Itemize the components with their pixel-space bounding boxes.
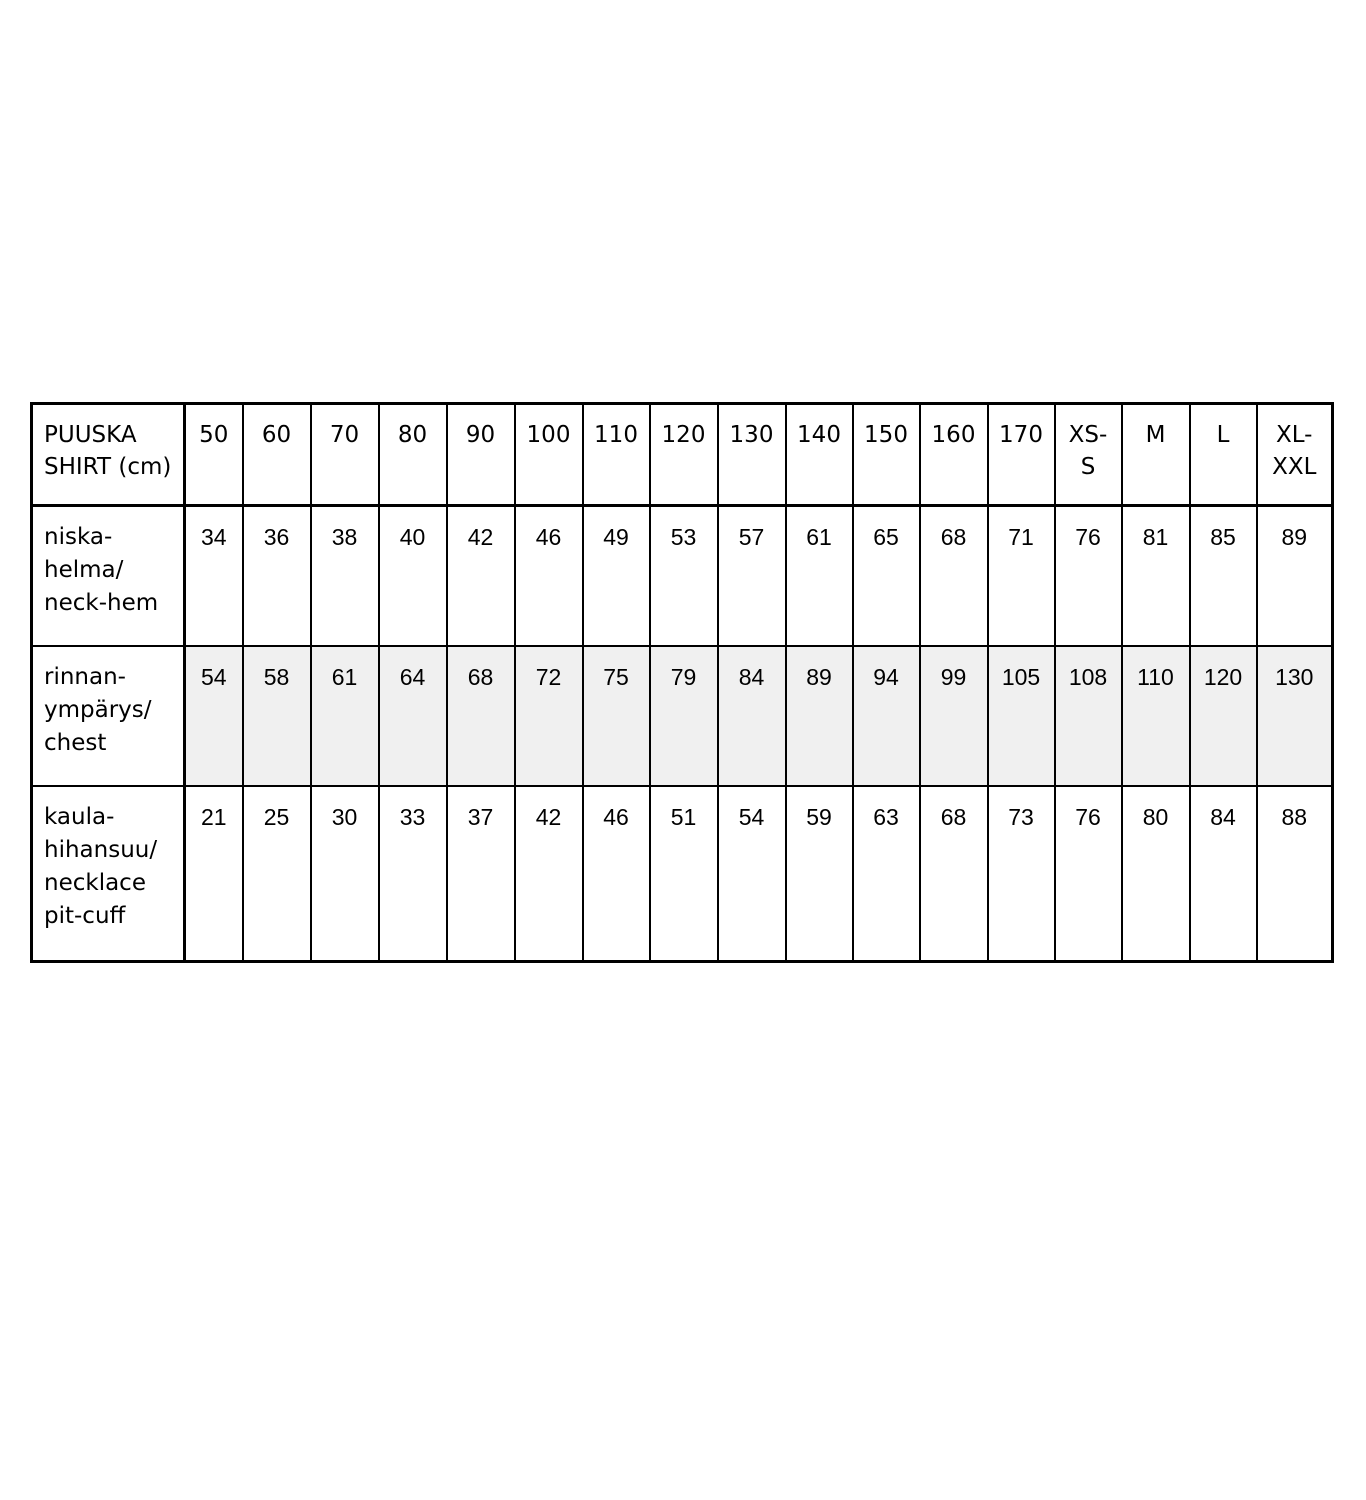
row-label-line: kaula- [44,803,115,830]
size-header-cell [650,404,718,506]
size-header-cell [185,404,243,506]
value-cell: 25 [243,786,311,962]
size-header-cell [1055,404,1122,506]
value-cell: 51 [650,786,718,962]
value-cell: 63 [853,786,920,962]
row-label-line: niska- [44,524,113,550]
value-cell: 57 [718,506,786,646]
row-label-line: ympärys/ [44,696,152,723]
table-row-chest [32,646,1333,786]
size-header-cell [583,404,650,506]
value-cell: 37 [447,786,515,962]
value-cell: 54 [718,786,786,962]
value-cell: 46 [515,506,583,646]
value-cell: 53 [650,506,718,646]
size-label: 120 [661,422,706,448]
value-cell: 84 [1190,786,1257,962]
table-row-necklace-pit-cuff [32,786,1333,962]
value-cell: 84 [718,646,786,786]
size-label: XS- [1068,422,1108,448]
value-cell: 34 [185,506,243,646]
value-cell: 68 [447,646,515,786]
size-label: 80 [397,422,428,448]
size-header-cell [920,404,988,506]
size-label: 100 [526,422,571,448]
size-header-cell [311,404,379,506]
size-label: 60 [261,422,292,448]
value-cell: 89 [1257,506,1333,646]
size-header-cell [1257,404,1333,506]
value-cell: 38 [311,506,379,646]
value-cell: 120 [1190,646,1257,786]
value-cell: 68 [920,506,988,646]
value-cell: 75 [583,646,650,786]
size-label: 150 [864,422,908,448]
size-label: 70 [329,422,360,448]
value-cell: 46 [583,786,650,962]
size-header-cell [1122,404,1190,506]
row-label-line: rinnan- [44,663,126,690]
value-cell: 30 [311,786,379,962]
row-label-line: necklace [44,869,146,896]
table-title-line: PUUSKA [44,422,137,448]
value-cell: 89 [786,646,853,786]
size-header-cell [853,404,920,506]
value-cell: 54 [185,646,243,786]
size-label: XL- [1276,422,1313,448]
header-row [32,404,1333,506]
size-chart-table [30,402,1334,963]
value-cell: 61 [786,506,853,646]
value-cell: 65 [853,506,920,646]
size-header-cell [243,404,311,506]
size-header-cell [1190,404,1257,506]
value-cell: 68 [920,786,988,962]
value-cell: 94 [853,646,920,786]
value-cell: 71 [988,506,1055,646]
size-label: 170 [999,422,1043,448]
value-cell: 80 [1122,786,1190,962]
row-label-line: chest [44,729,107,756]
value-cell: 73 [988,786,1055,962]
value-cell: 49 [583,506,650,646]
table-row-neck-hem [32,506,1333,646]
value-cell: 21 [185,786,243,962]
row-label-line: pit-cuff [44,902,126,929]
table-title-line: SHIRT (cm) [44,454,172,480]
value-cell: 33 [379,786,447,962]
row-label-line: hihansuu/ [44,836,158,863]
size-header-cell [988,404,1055,506]
row-label-cell [32,786,185,962]
value-cell: 59 [786,786,853,962]
size-label: 110 [594,422,638,448]
value-cell: 130 [1257,646,1333,786]
row-label-line: neck-hem [44,590,159,616]
size-label: 140 [797,422,841,448]
row-label-cell [32,646,185,786]
size-header-cell [379,404,447,506]
size-label: S [1080,454,1096,480]
value-cell: 40 [379,506,447,646]
size-label: 90 [465,422,496,448]
row-label-cell [32,506,185,646]
value-cell: 76 [1055,506,1122,646]
size-label: M [1145,422,1166,448]
size-label: 130 [729,422,774,448]
value-cell: 58 [243,646,311,786]
value-cell: 42 [515,786,583,962]
table-title-cell [32,404,185,506]
value-cell: 79 [650,646,718,786]
row-label-line: helma/ [44,557,124,583]
value-cell: 99 [920,646,988,786]
value-cell: 76 [1055,786,1122,962]
value-cell: 81 [1122,506,1190,646]
value-cell: 61 [311,646,379,786]
size-label: 160 [931,422,976,448]
value-cell: 108 [1055,646,1122,786]
size-header-cell [786,404,853,506]
value-cell: 105 [988,646,1055,786]
size-label: L [1216,422,1230,448]
size-label: 50 [199,422,229,448]
size-header-cell [447,404,515,506]
size-header-cell [718,404,786,506]
value-cell: 110 [1122,646,1190,786]
value-cell: 42 [447,506,515,646]
value-cell: 85 [1190,506,1257,646]
value-cell: 72 [515,646,583,786]
size-header-cell [515,404,583,506]
size-label: XXL [1272,454,1317,480]
value-cell: 88 [1257,786,1333,962]
value-cell: 36 [243,506,311,646]
value-cell: 64 [379,646,447,786]
